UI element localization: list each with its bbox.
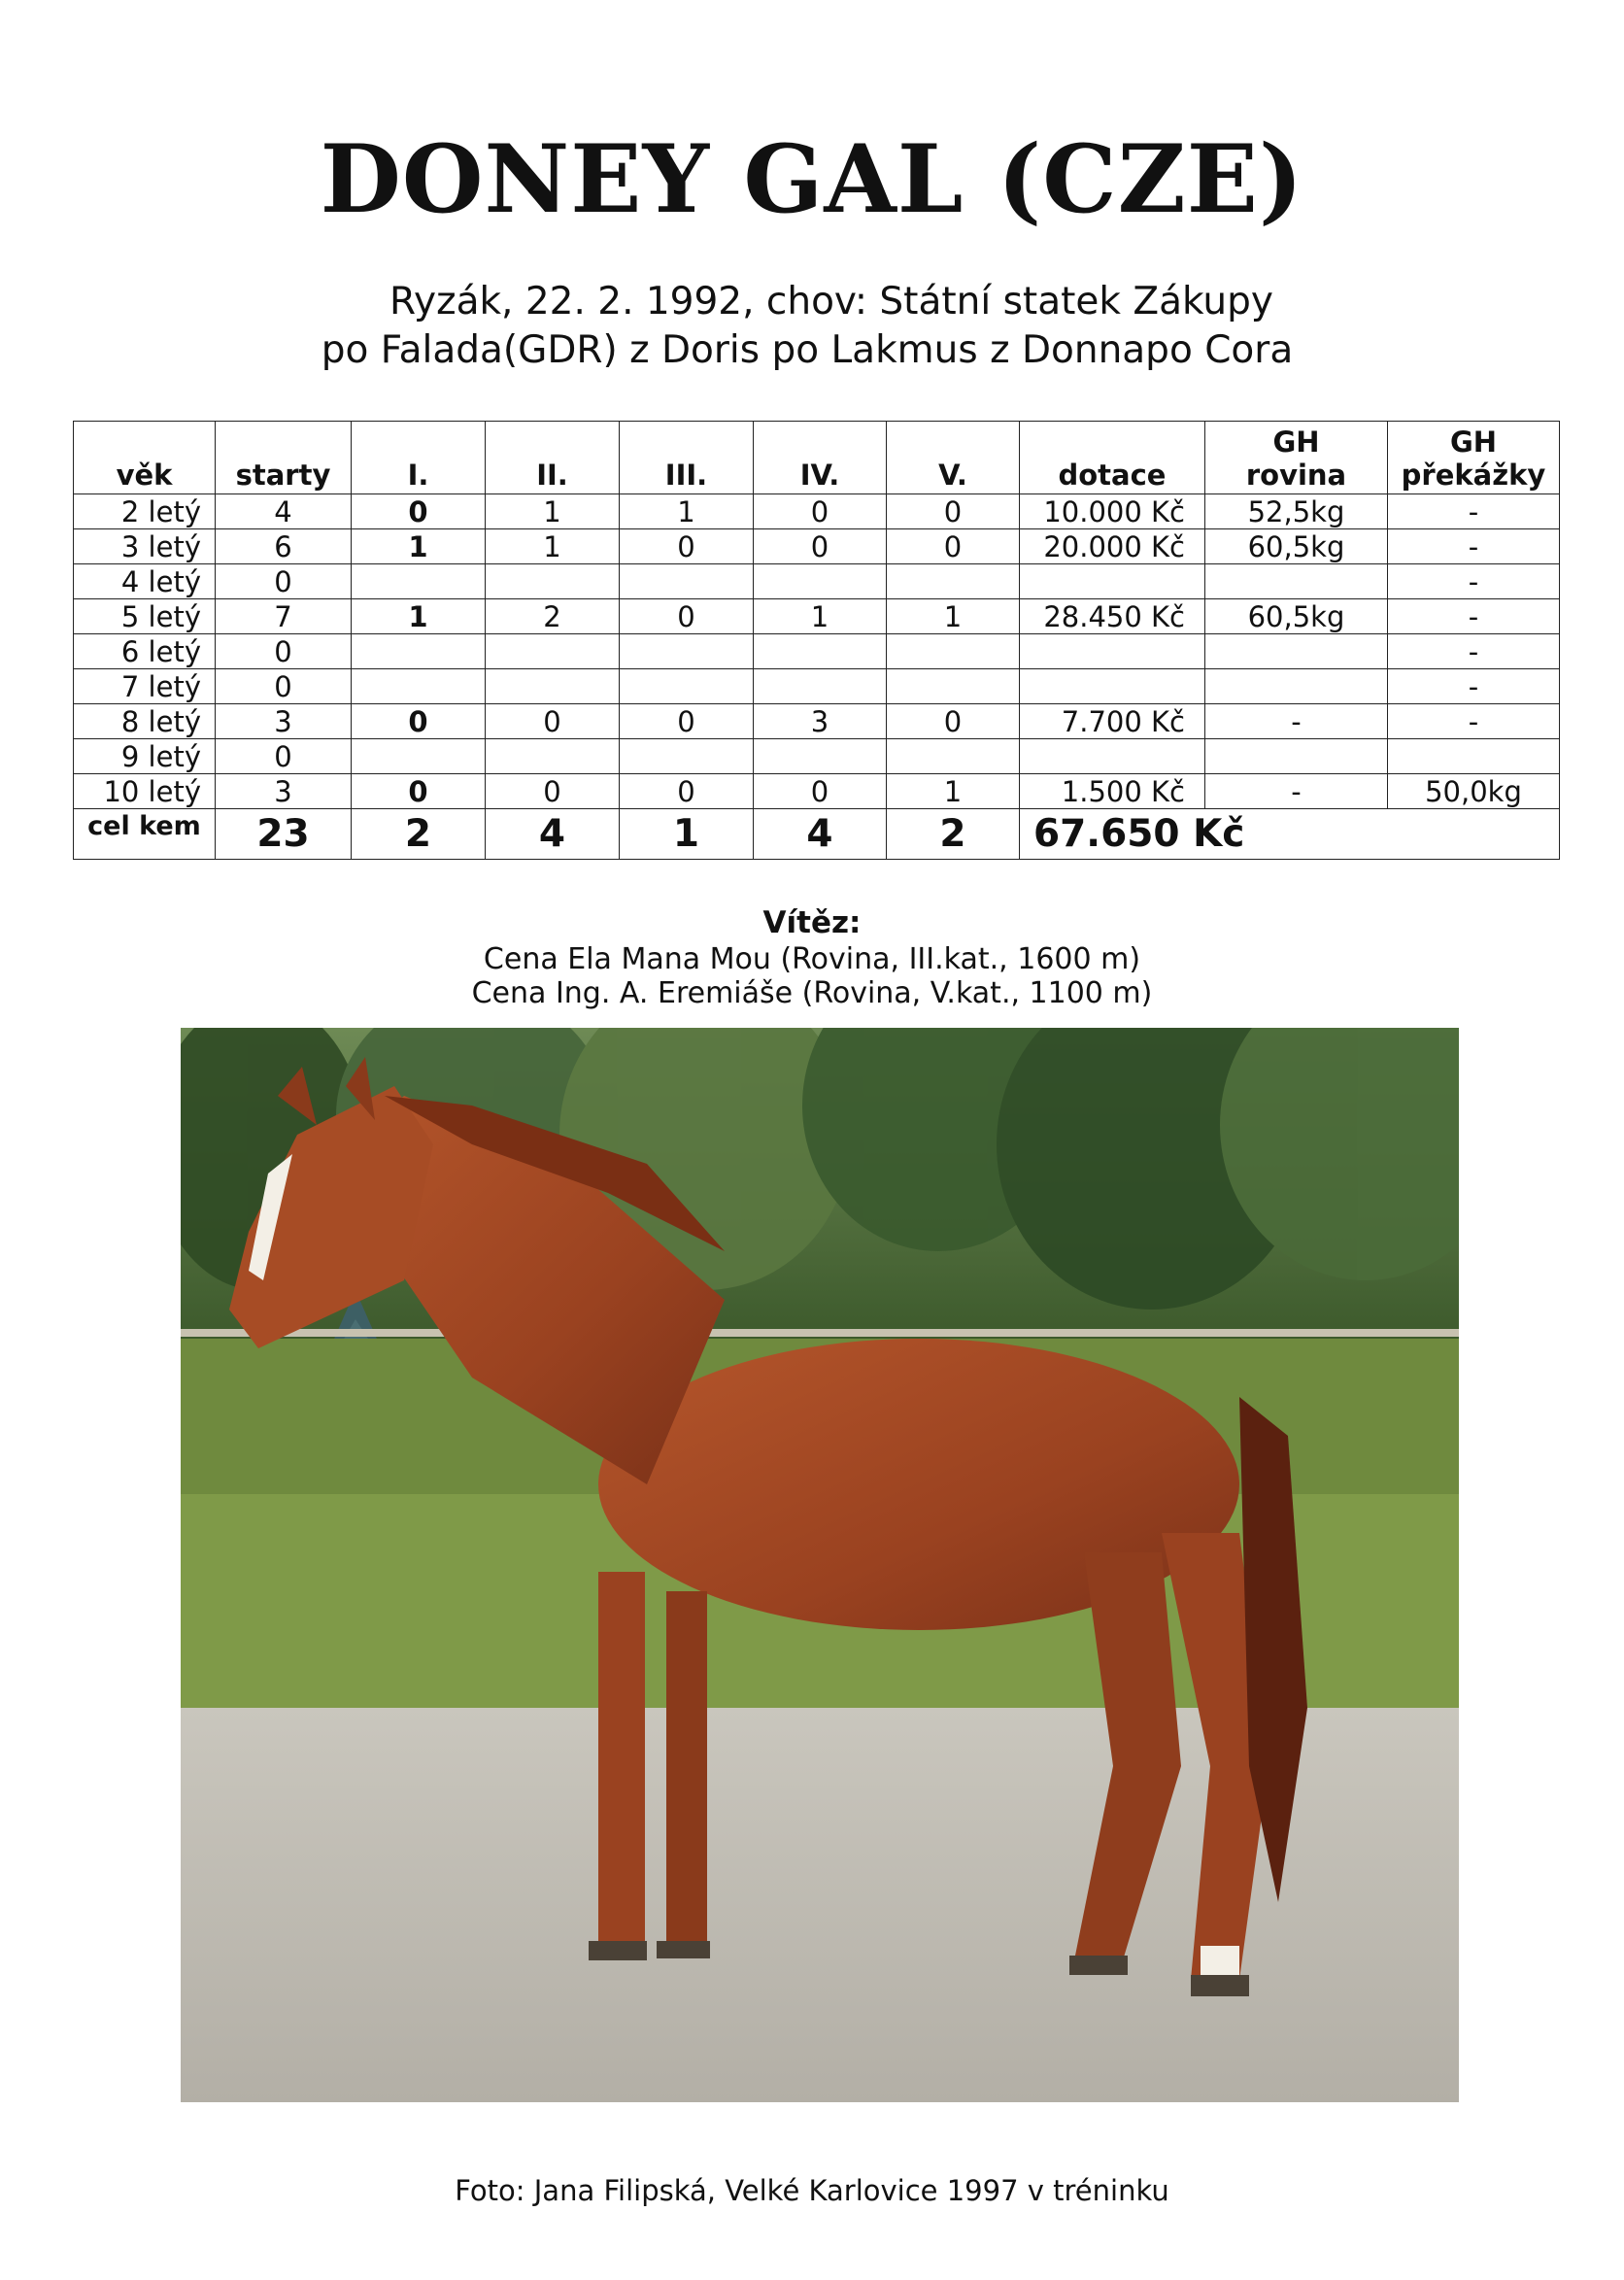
table-row	[74, 529, 1560, 564]
cell-place-1: 1	[352, 599, 486, 634]
cell-place-2: 2	[486, 599, 620, 634]
cell-age: 6 letý	[74, 634, 216, 669]
subtitle-breeding	[0, 280, 1624, 323]
cell-age: 8 letý	[74, 704, 216, 739]
cell-place-5	[887, 564, 1020, 599]
cell-age: 9 letý	[74, 739, 216, 774]
cell-place-5	[887, 634, 1020, 669]
header-starts: starty	[216, 422, 352, 494]
cell-starts: 0	[216, 564, 352, 599]
cell-place-5: 0	[887, 704, 1020, 739]
cell-place-4	[754, 634, 887, 669]
total-blank-cell	[1388, 809, 1560, 860]
cell-place-5: 0	[887, 494, 1020, 529]
cell-place-2	[486, 564, 620, 599]
photo-caption: Foto: Jana Filipská, Velké Karlovice 1997 v tréninku	[455, 2174, 1169, 2207]
cell-starts: 0	[216, 669, 352, 704]
cell-starts: 4	[216, 494, 352, 529]
cell-place-3	[620, 739, 754, 774]
cell-earnings: 10.000 Kč	[1020, 494, 1205, 529]
table-row	[74, 599, 1560, 634]
cell-gh-flat: -	[1205, 704, 1388, 739]
cell-place-1	[352, 634, 486, 669]
subtitle-pedigree-text: po Falada(GDR) z Doris po Lakmus z Donnapo Cora	[321, 328, 1294, 372]
cell-place-1: 0	[352, 774, 486, 809]
cell-place-2: 0	[486, 704, 620, 739]
cell-place-3: 0	[620, 774, 754, 809]
cell-place-4	[754, 669, 887, 704]
cell-place-3	[620, 634, 754, 669]
table-row	[74, 634, 1560, 669]
page-title: DONEY GAL (CZE)	[320, 124, 1304, 234]
winner-race-2: Cena Ing. A. Eremiáše (Rovina, V.kat., 1100 m)	[471, 976, 1153, 1010]
cell-place-3: 0	[620, 599, 754, 634]
cell-place-5	[887, 669, 1020, 704]
cell-gh-flat: -	[1205, 774, 1388, 809]
cell-starts: 0	[216, 739, 352, 774]
cell-earnings: 28.450 Kč	[1020, 599, 1205, 634]
table-row	[74, 669, 1560, 704]
table-row	[74, 564, 1560, 599]
total-earnings: 67.650 Kč	[1020, 809, 1388, 860]
cell-place-4: 0	[754, 774, 887, 809]
cell-place-3	[620, 669, 754, 704]
cell-place-3	[620, 564, 754, 599]
cell-starts: 0	[216, 634, 352, 669]
total-place-3: 1	[620, 809, 754, 860]
cell-earnings: 7.700 Kč	[1020, 704, 1205, 739]
cell-place-4: 0	[754, 494, 887, 529]
cell-place-1	[352, 739, 486, 774]
header-place-1: I.	[352, 422, 486, 494]
table-row	[74, 494, 1560, 529]
cell-gh-flat: 60,5kg	[1205, 529, 1388, 564]
total-label: cel kem	[74, 809, 216, 860]
cell-gh-jumps: -	[1388, 704, 1560, 739]
cell-starts: 3	[216, 774, 352, 809]
table-row	[74, 739, 1560, 774]
cell-age: 4 letý	[74, 564, 216, 599]
cell-place-2	[486, 669, 620, 704]
cell-place-5: 1	[887, 599, 1020, 634]
cell-earnings	[1020, 564, 1205, 599]
winner-heading: Vítěz:	[762, 905, 862, 940]
cell-gh-jumps: -	[1388, 669, 1560, 704]
header-place-4: IV.	[754, 422, 887, 494]
cell-age: 2 letý	[74, 494, 216, 529]
cell-gh-flat	[1205, 669, 1388, 704]
total-place-2: 4	[486, 809, 620, 860]
cell-earnings	[1020, 634, 1205, 669]
cell-place-1	[352, 564, 486, 599]
header-earnings: dotace	[1020, 422, 1205, 494]
cell-gh-flat	[1205, 564, 1388, 599]
cell-gh-flat	[1205, 739, 1388, 774]
cell-place-4: 3	[754, 704, 887, 739]
cell-place-4: 0	[754, 529, 887, 564]
cell-gh-flat: 52,5kg	[1205, 494, 1388, 529]
header-gh-jumps: GH překážky	[1388, 422, 1560, 494]
cell-age: 5 letý	[74, 599, 216, 634]
cell-place-1: 0	[352, 704, 486, 739]
header-gh-flat: GH rovina	[1205, 422, 1388, 494]
cell-earnings	[1020, 669, 1205, 704]
cell-gh-flat	[1205, 634, 1388, 669]
cell-age: 10 letý	[74, 774, 216, 809]
cell-place-3: 0	[620, 529, 754, 564]
cell-place-1	[352, 669, 486, 704]
cell-place-1: 1	[352, 529, 486, 564]
cell-gh-jumps: -	[1388, 599, 1560, 634]
total-place-5: 2	[887, 809, 1020, 860]
racing-stats-table	[73, 421, 1560, 860]
total-starts: 23	[216, 809, 352, 860]
cell-place-4	[754, 564, 887, 599]
cell-starts: 7	[216, 599, 352, 634]
cell-place-2: 1	[486, 494, 620, 529]
subtitle-breeding-text: Ryzák, 22. 2. 1992, chov: Státní statek Zákupy	[389, 280, 1273, 323]
cell-place-2	[486, 739, 620, 774]
cell-earnings: 1.500 Kč	[1020, 774, 1205, 809]
cell-gh-jumps	[1388, 739, 1560, 774]
cell-place-5	[887, 739, 1020, 774]
cell-place-2: 1	[486, 529, 620, 564]
cell-place-3: 1	[620, 494, 754, 529]
cell-place-4	[754, 739, 887, 774]
horse-photo	[181, 1028, 1459, 2102]
cell-gh-jumps: -	[1388, 529, 1560, 564]
cell-starts: 6	[216, 529, 352, 564]
cell-starts: 3	[216, 704, 352, 739]
table-row	[74, 774, 1560, 809]
cell-place-4: 1	[754, 599, 887, 634]
table-total-row	[74, 809, 1560, 860]
cell-gh-flat: 60,5kg	[1205, 599, 1388, 634]
cell-place-2: 0	[486, 774, 620, 809]
header-age: věk	[74, 422, 216, 494]
total-place-1: 2	[352, 809, 486, 860]
table-row	[74, 704, 1560, 739]
table-header-row	[74, 422, 1560, 494]
cell-place-5: 1	[887, 774, 1020, 809]
header-place-5: V.	[887, 422, 1020, 494]
cell-earnings: 20.000 Kč	[1020, 529, 1205, 564]
cell-gh-jumps: -	[1388, 634, 1560, 669]
cell-place-2	[486, 634, 620, 669]
cell-gh-jumps: -	[1388, 564, 1560, 599]
cell-age: 7 letý	[74, 669, 216, 704]
cell-earnings	[1020, 739, 1205, 774]
winner-race-1: Cena Ela Mana Mou (Rovina, III.kat., 1600 m)	[483, 942, 1141, 976]
cell-gh-jumps: 50,0kg	[1388, 774, 1560, 809]
cell-place-1: 0	[352, 494, 486, 529]
cell-age: 3 letý	[74, 529, 216, 564]
cell-place-5: 0	[887, 529, 1020, 564]
subtitle-pedigree	[0, 328, 1624, 372]
cell-gh-jumps: -	[1388, 494, 1560, 529]
header-place-2: II.	[486, 422, 620, 494]
cell-place-3: 0	[620, 704, 754, 739]
total-place-4: 4	[754, 809, 887, 860]
header-place-3: III.	[620, 422, 754, 494]
